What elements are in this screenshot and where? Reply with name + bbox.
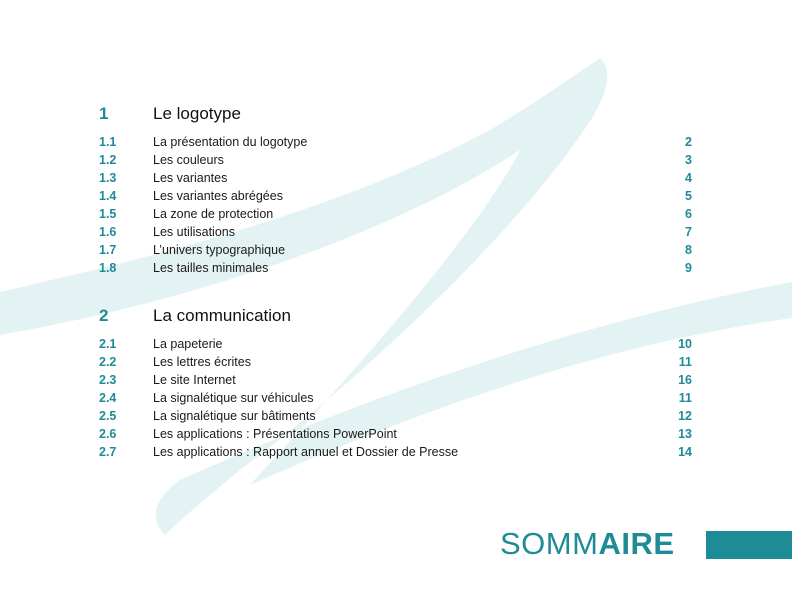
entry-page-number: 14 — [678, 445, 692, 459]
entry-page-number: 3 — [685, 153, 692, 167]
entry-number: 1.3 — [99, 171, 117, 185]
entry-number: 1.8 — [99, 261, 117, 275]
toc-entry[interactable] — [0, 133, 792, 151]
entry-number: 2.5 — [99, 409, 117, 423]
toc-entry[interactable] — [0, 187, 792, 205]
entry-label: La zone de protection — [153, 207, 274, 221]
entry-label: Les couleurs — [153, 153, 224, 167]
entry-number: 1.1 — [99, 135, 117, 149]
entry-label: Les applications : Présentations PowerPoint — [153, 427, 397, 441]
entry-number: 1.2 — [99, 153, 117, 167]
section-title: Le logotype — [153, 104, 241, 123]
entry-page-number: 11 — [678, 391, 692, 405]
toc-entry[interactable] — [0, 443, 792, 461]
entry-number: 1.6 — [99, 225, 117, 239]
toc-entry[interactable] — [0, 205, 792, 223]
entry-label: La signalétique sur véhicules — [153, 391, 314, 405]
section-title: La communication — [153, 306, 291, 325]
toc-entry[interactable] — [0, 353, 792, 371]
entry-page-number: 4 — [685, 171, 692, 185]
entry-label: L’univers typographique — [153, 243, 286, 257]
entry-number: 1.7 — [99, 243, 117, 257]
entry-label: Les variantes — [153, 171, 228, 185]
entry-number: 1.4 — [99, 189, 117, 203]
toc-entry[interactable] — [0, 425, 792, 443]
section-number: 2 — [99, 306, 109, 325]
entry-page-number: 9 — [685, 261, 692, 275]
section-header-logotype — [0, 103, 792, 125]
toc-entry[interactable] — [0, 259, 792, 277]
entry-label: Les lettres écrites — [153, 355, 251, 369]
entry-label: Les variantes abrégées — [153, 189, 283, 203]
entry-page-number: 5 — [685, 189, 692, 203]
entry-page-number: 12 — [678, 409, 692, 423]
toc-entry[interactable] — [0, 335, 792, 353]
entry-number: 2.7 — [99, 445, 117, 459]
entry-label: Les utilisations — [153, 225, 235, 239]
entry-page-number: 2 — [685, 135, 692, 149]
accent-bar — [706, 531, 792, 559]
section-number: 1 — [99, 104, 109, 123]
entry-page-number: 16 — [678, 373, 692, 387]
entry-page-number: 10 — [678, 337, 692, 351]
entry-page-number: 7 — [685, 225, 692, 239]
page-title — [500, 524, 675, 564]
entry-page-number: 6 — [685, 207, 692, 221]
entry-number: 2.1 — [99, 337, 117, 351]
entry-label: Le site Internet — [153, 373, 236, 387]
toc-entry[interactable] — [0, 371, 792, 389]
entry-page-number: 11 — [678, 355, 692, 369]
toc-entry[interactable] — [0, 241, 792, 259]
section-header-communication — [0, 305, 792, 327]
page-title-bold: AIRE — [598, 526, 675, 561]
page-title-light: SOMM — [500, 526, 599, 561]
toc-entry[interactable] — [0, 169, 792, 187]
entry-label: La papeterie — [153, 337, 223, 351]
entry-label: La signalétique sur bâtiments — [153, 409, 316, 423]
toc-entry[interactable] — [0, 389, 792, 407]
entry-page-number: 8 — [685, 243, 692, 257]
entry-number: 2.4 — [99, 391, 117, 405]
entry-number: 2.2 — [99, 355, 117, 369]
entry-number: 2.6 — [99, 427, 117, 441]
entry-number: 1.5 — [99, 207, 117, 221]
toc-entry[interactable] — [0, 151, 792, 169]
entry-label: Les tailles minimales — [153, 261, 269, 275]
toc-entry[interactable] — [0, 223, 792, 241]
entry-number: 2.3 — [99, 373, 117, 387]
entry-label: Les applications : Rapport annuel et Dossier de Presse — [153, 445, 459, 459]
entry-page-number: 13 — [678, 427, 692, 441]
entry-label: La présentation du logotype — [153, 135, 308, 149]
toc-entry[interactable] — [0, 407, 792, 425]
